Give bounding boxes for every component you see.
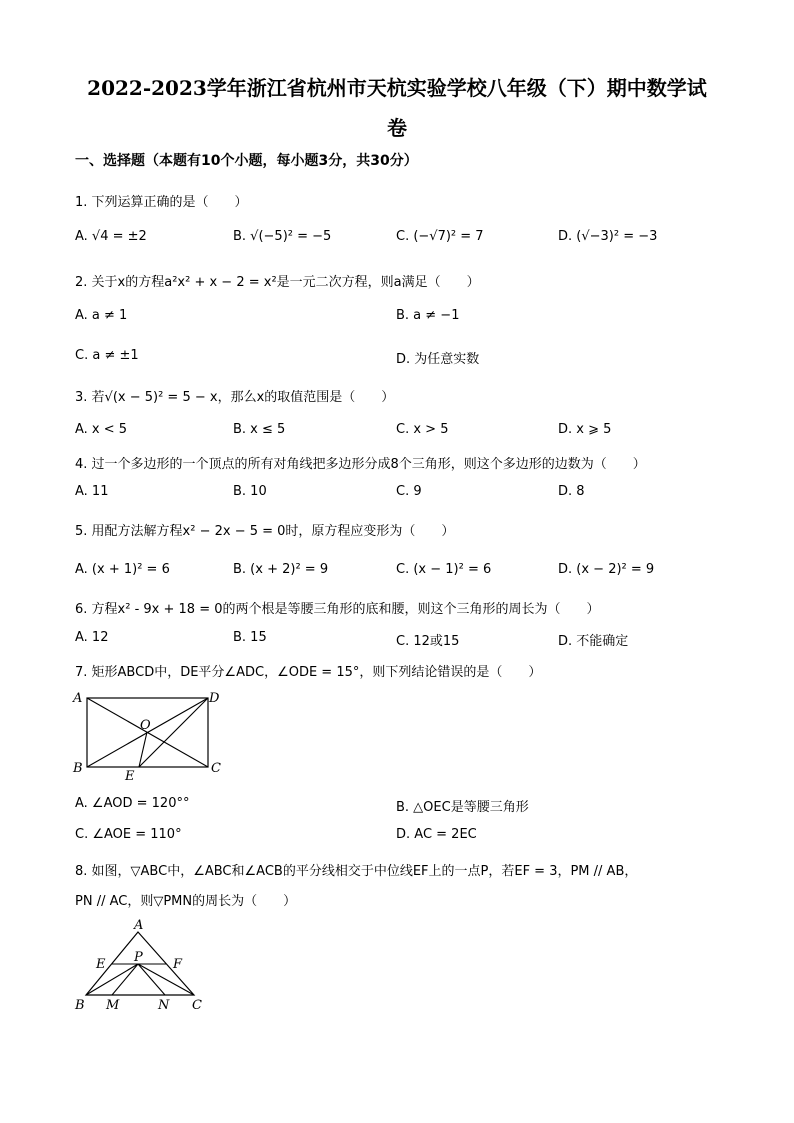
question-1-option-d: D. (√−3)² = −3 <box>558 229 658 244</box>
question-8-stem-line-1: 8. 如图，▽ABC中，∠ABC和∠ACB的平分线相交于中位线EF上的一点P，若EF = 3，PM // AB， <box>75 864 638 879</box>
question-5-option-b: B. (x + 2)² = 9 <box>233 562 329 577</box>
question-2-option-d: D. 为任意实数 <box>396 352 480 367</box>
question-8-stem-line-2: PN // AC，则▽PMN的周长为（ ） <box>75 894 297 909</box>
segment-pn <box>138 964 165 995</box>
question-5-option-c: C. (x − 1)² = 6 <box>396 562 492 577</box>
vertex-label-n: N <box>158 998 170 1013</box>
rectangle-figure <box>70 690 230 785</box>
question-5-option-d: D. (x − 2)² = 9 <box>558 562 655 577</box>
question-3-option-c: C. x > 5 <box>396 422 449 437</box>
question-3-option-d: D. x ⩾ 5 <box>558 422 612 437</box>
vertex-label-p: P <box>134 950 143 965</box>
question-7-stem: 7. 矩形ABCD中，DE平分∠ADC，∠ODE = 15°，则下列结论错误的是（ ） <box>75 665 542 680</box>
vertex-label-e: E <box>96 957 106 972</box>
vertex-label-c: C <box>192 998 202 1013</box>
vertex-label-e: E <box>125 769 135 784</box>
vertex-label-a: A <box>134 918 144 933</box>
question-7-option-b: B. △OEC是等腰三角形 <box>396 800 529 815</box>
question-6-stem: 6. 方程x² - 9x + 18 = 0的两个根是等腰三角形的底和腰，则这个三角形的周长为（ ） <box>75 602 600 617</box>
question-7-option-a: A. ∠AOD = 120°° <box>75 796 190 811</box>
question-4-option-c: C. 9 <box>396 484 422 499</box>
page-title: 2022-2023学年浙江省杭州市天杭实验学校八年级（下）期中数学试 <box>87 76 707 100</box>
vertex-label-b: B <box>75 998 85 1013</box>
question-4-stem: 4. 过一个多边形的一个顶点的所有对角线把多边形分成8个三角形，则这个多边形的边数为（ ） <box>75 457 646 472</box>
question-4-option-a: A. 11 <box>75 484 109 499</box>
question-3-option-b: B. x ≤ 5 <box>233 422 286 437</box>
question-7-option-d: D. AC = 2EC <box>396 827 477 842</box>
bisector-bp <box>86 964 138 995</box>
bisector-cp <box>138 964 194 995</box>
vertex-label-c: C <box>211 761 221 776</box>
question-4-option-d: D. 8 <box>558 484 585 499</box>
question-1-option-a: A. √4 = ±2 <box>75 229 147 244</box>
question-3-stem: 3. 若√(x − 5)² = 5 − x，那么x的取值范围是（ ） <box>75 390 395 405</box>
question-6-option-b: B. 15 <box>233 630 267 645</box>
question-6-option-c: C. 12或15 <box>396 634 460 649</box>
question-2-stem: 2. 关于x的方程a²x² + x − 2 = x²是一元二次方程，则a满足（ ） <box>75 275 480 290</box>
question-1-stem: 1. 下列运算正确的是（ ） <box>75 195 248 210</box>
question-7-option-c: C. ∠AOE = 110° <box>75 827 182 842</box>
question-6-option-d: D. 不能确定 <box>558 634 629 649</box>
question-1-option-c: C. (−√7)² = 7 <box>396 229 484 244</box>
question-6-option-a: A. 12 <box>75 630 109 645</box>
section-heading: 一、选择题（本题有10个小题，每小题3分，共30分） <box>75 153 418 169</box>
vertex-label-f: F <box>173 957 183 972</box>
question-4-option-b: B. 10 <box>233 484 267 499</box>
question-2-option-b: B. a ≠ −1 <box>396 308 460 323</box>
segment-pm <box>112 964 138 995</box>
question-2-option-c: C. a ≠ ±1 <box>75 348 139 363</box>
vertex-label-d: D <box>209 691 220 706</box>
question-3-option-a: A. x < 5 <box>75 422 128 437</box>
question-5-stem: 5. 用配方法解方程x² − 2x − 5 = 0时，原方程应变形为（ ） <box>75 524 455 539</box>
question-2-option-a: A. a ≠ 1 <box>75 308 128 323</box>
vertex-label-o: O <box>140 718 151 733</box>
vertex-label-m: M <box>106 998 120 1013</box>
page-title-continued: 卷 <box>387 116 407 140</box>
triangle-figure <box>70 918 220 1018</box>
vertex-label-a: A <box>73 691 83 706</box>
question-5-option-a: A. (x + 1)² = 6 <box>75 562 170 577</box>
question-1-option-b: B. √(−5)² = −5 <box>233 229 332 244</box>
vertex-label-b: B <box>73 761 83 776</box>
